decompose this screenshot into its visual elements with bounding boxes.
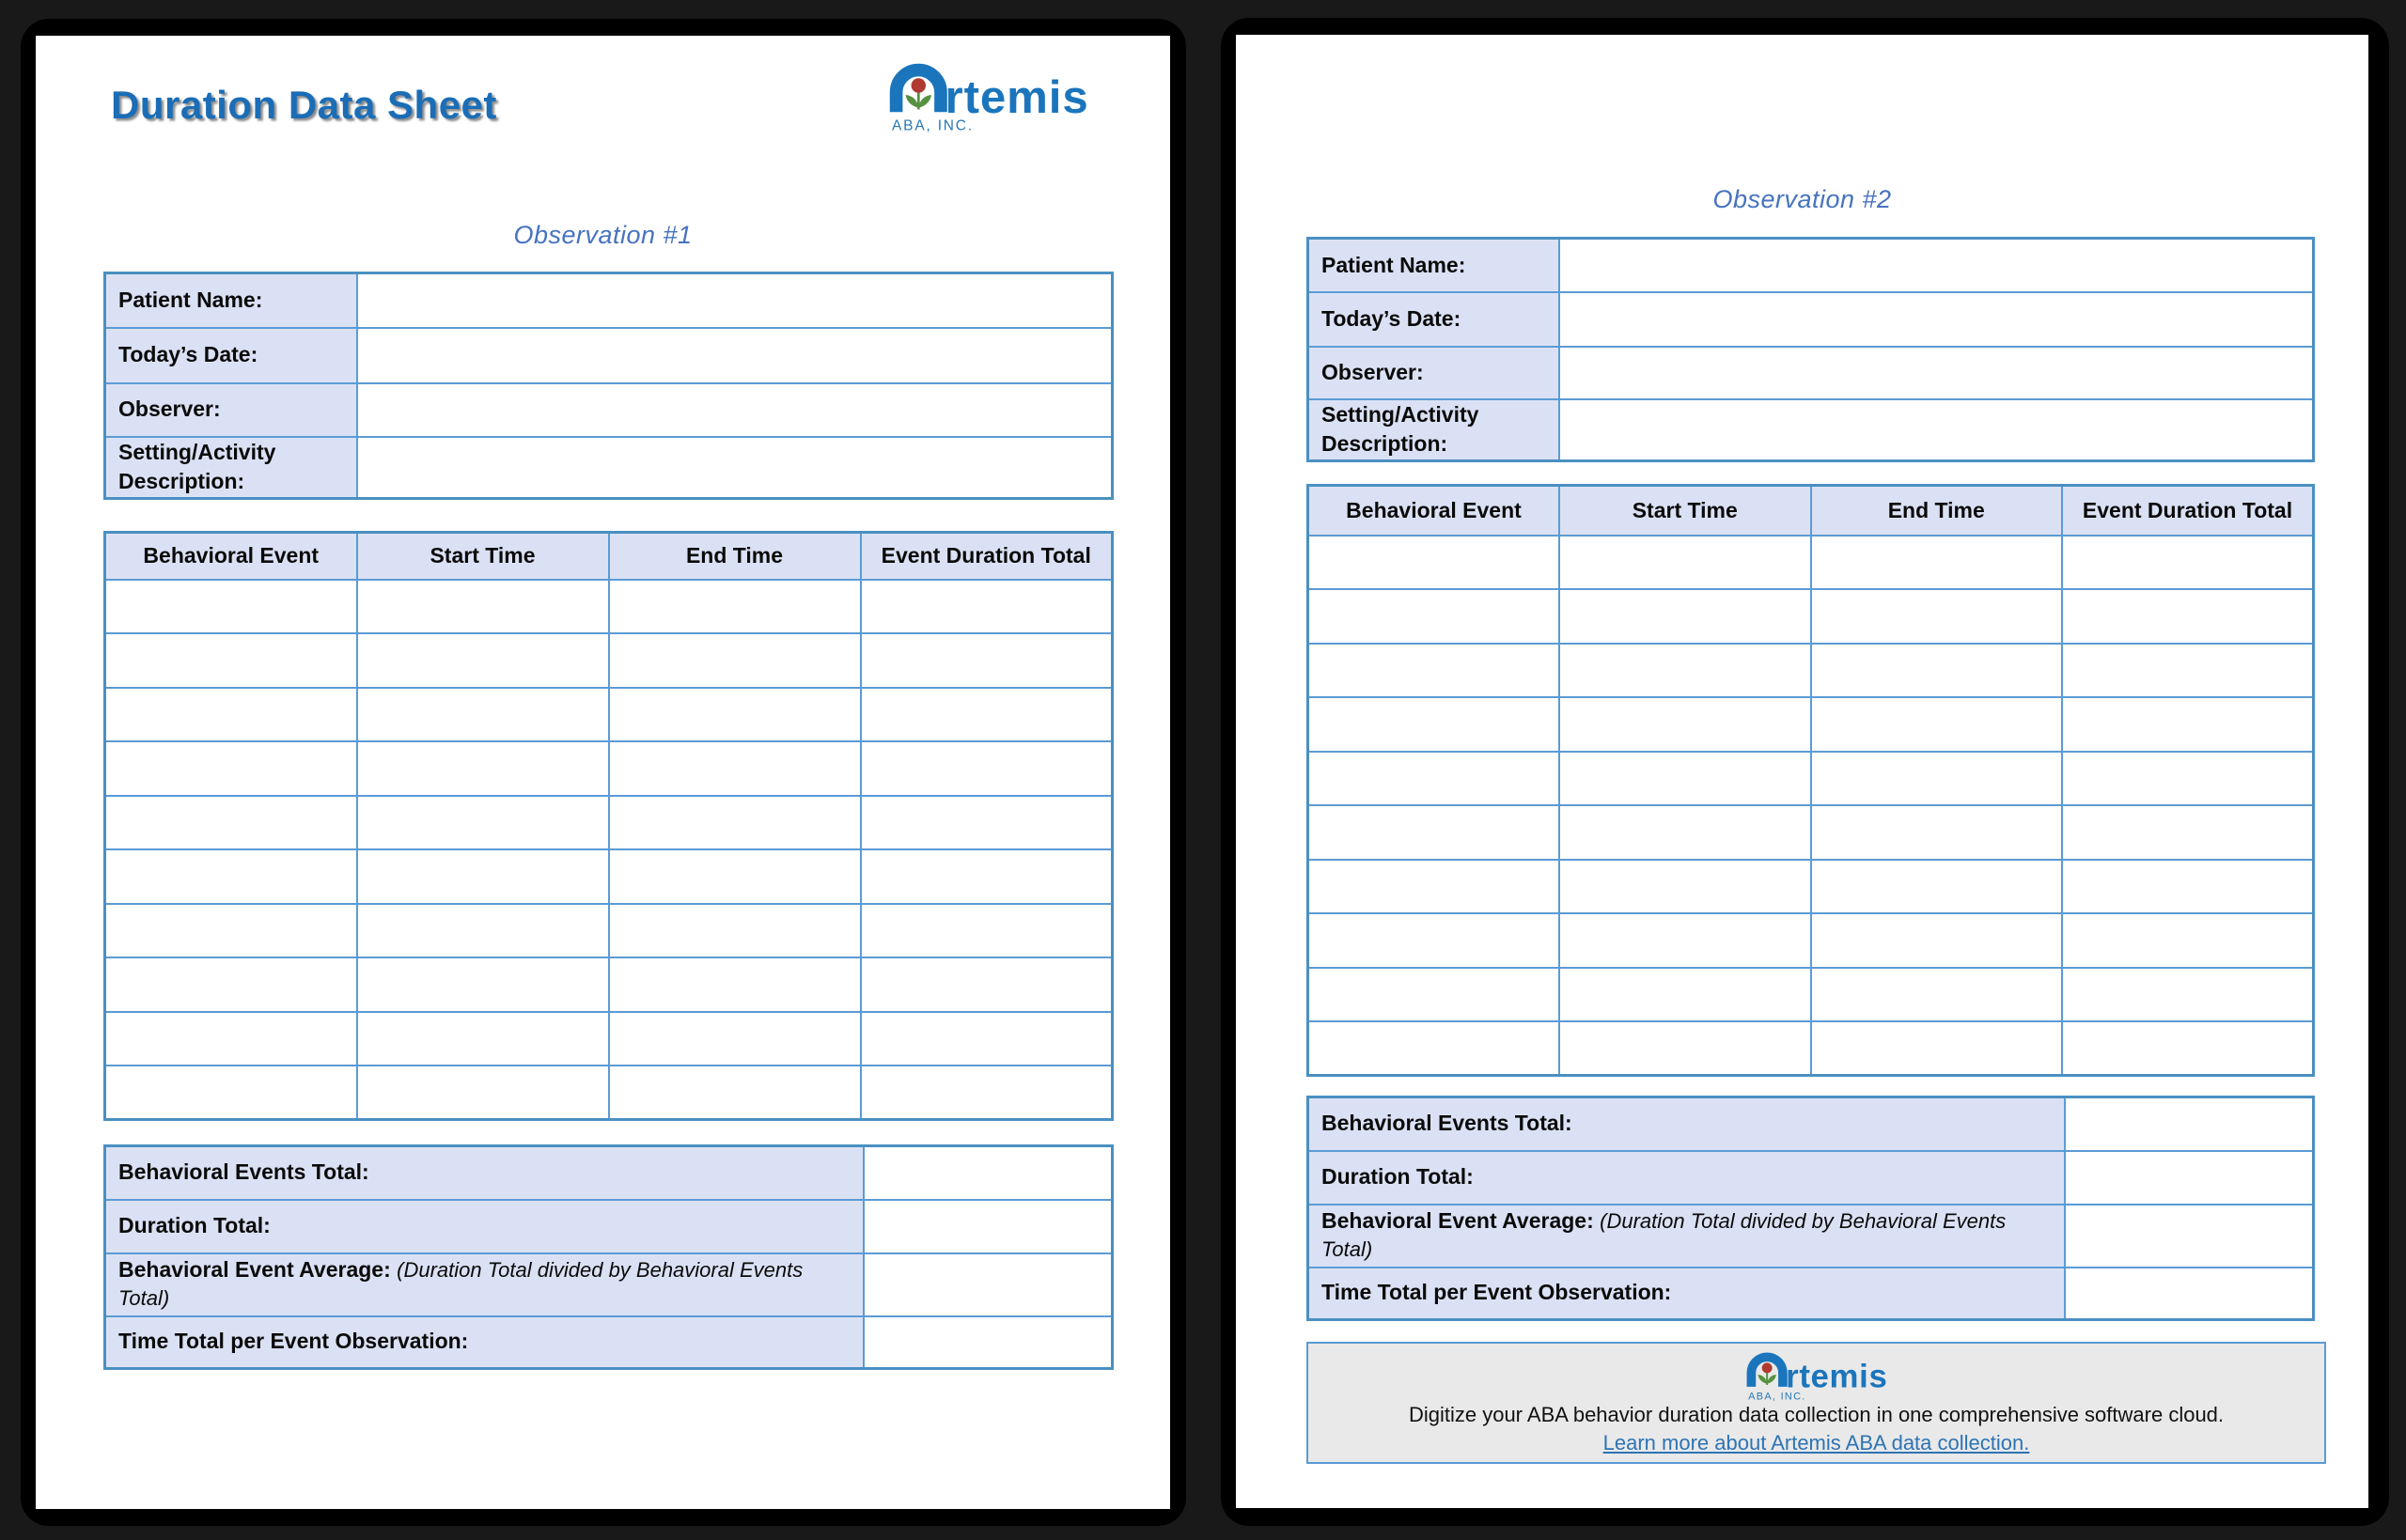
page-2 bbox=[1236, 35, 2368, 1508]
setting-description-field[interactable] bbox=[357, 437, 1113, 499]
event-row bbox=[1308, 644, 2314, 698]
event-table-header-row bbox=[105, 533, 1113, 580]
summary-label-text: Behavioral Event Average: bbox=[1321, 1208, 1594, 1234]
event-row bbox=[1308, 536, 2314, 590]
column-start-time: Start Time bbox=[357, 533, 609, 580]
event-cell[interactable] bbox=[609, 1066, 861, 1120]
event-cell[interactable] bbox=[2062, 913, 2314, 968]
event-cell[interactable] bbox=[861, 741, 1113, 796]
event-cell[interactable] bbox=[1308, 589, 1560, 644]
observer-label: Observer: bbox=[1308, 347, 1560, 399]
column-end-time: End Time bbox=[609, 533, 861, 580]
event-cell[interactable] bbox=[1308, 805, 1560, 860]
behavioral-event-average-label bbox=[1308, 1205, 2066, 1268]
observer-field[interactable] bbox=[1559, 347, 2314, 399]
event-cell[interactable] bbox=[609, 904, 861, 958]
event-row bbox=[1308, 589, 2314, 644]
event-cell[interactable] bbox=[105, 904, 357, 958]
observation-1-heading: Observation #1 bbox=[513, 221, 693, 249]
patient-name-field[interactable] bbox=[357, 273, 1113, 328]
event-cell[interactable] bbox=[609, 796, 861, 850]
behavioral-event-table-2 bbox=[1306, 484, 2315, 1077]
event-row bbox=[105, 957, 1113, 1012]
event-cell[interactable] bbox=[609, 741, 861, 796]
event-cell[interactable] bbox=[609, 580, 861, 634]
event-cell[interactable] bbox=[1811, 589, 2063, 644]
event-cell[interactable] bbox=[861, 633, 1113, 688]
setting-description-label: Setting/Activity Description: bbox=[105, 437, 357, 499]
observer-label: Observer: bbox=[105, 383, 357, 437]
event-cell[interactable] bbox=[1559, 589, 1811, 644]
behavioral-events-total-label bbox=[105, 1146, 864, 1200]
event-cell[interactable] bbox=[1308, 536, 1560, 590]
logo-leaf-right-icon bbox=[1767, 1375, 1776, 1384]
event-cell[interactable] bbox=[2062, 968, 2314, 1022]
event-cell[interactable] bbox=[1811, 644, 2063, 698]
setting-description-label: Setting/Activity Description: bbox=[1308, 399, 1560, 461]
event-row bbox=[105, 688, 1113, 742]
event-cell[interactable] bbox=[1559, 536, 1811, 590]
learn-more-link[interactable]: Learn more about Artemis ABA data collection. bbox=[1602, 1431, 2030, 1454]
event-cell[interactable] bbox=[609, 688, 861, 742]
duration-total-field[interactable] bbox=[864, 1200, 1113, 1253]
event-cell[interactable] bbox=[1308, 752, 1560, 806]
event-cell[interactable] bbox=[2062, 644, 2314, 698]
event-cell[interactable] bbox=[1308, 968, 1560, 1022]
event-cell[interactable] bbox=[1559, 860, 1811, 914]
event-cell[interactable] bbox=[1559, 913, 1811, 968]
column-event-duration-total: Event Duration Total bbox=[861, 533, 1113, 580]
event-row bbox=[105, 796, 1113, 850]
summary-label-text: Time Total per Event Observation: bbox=[118, 1329, 469, 1354]
event-cell[interactable] bbox=[357, 580, 609, 634]
patient-name-label: Patient Name: bbox=[105, 273, 357, 328]
behavioral-event-average-field[interactable] bbox=[2065, 1205, 2313, 1268]
summary-label-text: Behavioral Events Total: bbox=[1321, 1111, 1572, 1136]
column-event-duration-total: Event Duration Total bbox=[2062, 486, 2314, 536]
behavioral-event-average-label bbox=[105, 1253, 864, 1316]
artemis-logo bbox=[882, 56, 1096, 133]
todays-date-field[interactable] bbox=[1559, 292, 2314, 347]
event-cell[interactable] bbox=[1559, 752, 1811, 806]
logo-leaf-left-icon bbox=[1758, 1375, 1767, 1384]
summary-row bbox=[105, 1146, 1113, 1200]
info-row bbox=[105, 328, 1113, 383]
event-cell[interactable] bbox=[2062, 860, 2314, 914]
event-cell[interactable] bbox=[357, 741, 609, 796]
summary-row bbox=[1308, 1151, 2314, 1205]
event-row bbox=[1308, 913, 2314, 968]
summary-row bbox=[105, 1316, 1113, 1369]
observation-2-heading: Observation #2 bbox=[1712, 185, 1892, 213]
event-cell[interactable] bbox=[105, 1012, 357, 1066]
event-cell[interactable] bbox=[1308, 697, 1560, 752]
event-table-header-row bbox=[1308, 486, 2314, 536]
event-cell[interactable] bbox=[357, 633, 609, 688]
time-total-per-event-label bbox=[105, 1316, 864, 1369]
summary-row bbox=[105, 1253, 1113, 1316]
event-row bbox=[105, 849, 1113, 904]
setting-description-field[interactable] bbox=[1559, 399, 2314, 461]
summary-label-text: Duration Total: bbox=[118, 1213, 271, 1238]
event-cell[interactable] bbox=[1811, 536, 2063, 590]
page-1 bbox=[36, 36, 1170, 1509]
event-cell[interactable] bbox=[1811, 697, 2063, 752]
summary-row bbox=[1308, 1097, 2314, 1151]
event-row bbox=[105, 1012, 1113, 1066]
svg-text:ABA, INC.: ABA, INC. bbox=[1747, 1391, 1806, 1402]
column-end-time: End Time bbox=[1811, 486, 2063, 536]
event-cell[interactable] bbox=[1811, 968, 2063, 1022]
summary-label-note: (Duration Total divided by Behavioral Events Total) bbox=[118, 1258, 804, 1310]
event-cell[interactable] bbox=[1308, 860, 1560, 914]
event-cell[interactable] bbox=[1559, 968, 1811, 1022]
event-cell[interactable] bbox=[861, 1012, 1113, 1066]
summary-table-2 bbox=[1306, 1096, 2315, 1321]
todays-date-field[interactable] bbox=[357, 328, 1113, 383]
duration-total-label bbox=[105, 1200, 864, 1253]
summary-label-text: Duration Total: bbox=[1321, 1164, 1474, 1190]
info-row bbox=[105, 383, 1113, 437]
event-cell[interactable] bbox=[105, 796, 357, 850]
event-cell[interactable] bbox=[2062, 805, 2314, 860]
summary-row bbox=[1308, 1205, 2314, 1268]
event-cell[interactable] bbox=[861, 688, 1113, 742]
event-cell[interactable] bbox=[357, 849, 609, 904]
info-row bbox=[1308, 399, 2314, 461]
event-cell[interactable] bbox=[861, 1066, 1113, 1120]
event-cell[interactable] bbox=[357, 796, 609, 850]
event-cell[interactable] bbox=[2062, 536, 2314, 590]
info-row bbox=[1308, 292, 2314, 347]
logo-leaf-left-icon bbox=[906, 95, 919, 108]
promo-text: Digitize your ABA behavior duration data collection in one comprehensive software cloud. bbox=[1408, 1403, 2225, 1426]
event-cell[interactable] bbox=[1811, 752, 2063, 806]
event-cell[interactable] bbox=[1559, 644, 1811, 698]
event-row bbox=[105, 741, 1113, 796]
event-cell[interactable] bbox=[1308, 913, 1560, 968]
column-start-time: Start Time bbox=[1559, 486, 1811, 536]
time-total-per-event-field[interactable] bbox=[864, 1316, 1113, 1369]
event-cell[interactable] bbox=[105, 1066, 357, 1120]
event-cell[interactable] bbox=[2062, 752, 2314, 806]
behavioral-event-average-field[interactable] bbox=[864, 1253, 1113, 1316]
event-row bbox=[105, 633, 1113, 688]
summary-row bbox=[105, 1200, 1113, 1253]
event-cell[interactable] bbox=[1811, 913, 2063, 968]
event-row bbox=[1308, 1021, 2314, 1076]
event-row bbox=[1308, 697, 2314, 752]
event-cell[interactable] bbox=[105, 688, 357, 742]
patient-name-label: Patient Name: bbox=[1308, 239, 1560, 292]
behavioral-events-total-field[interactable] bbox=[864, 1146, 1113, 1200]
behavioral-event-table-1 bbox=[103, 531, 1114, 1121]
event-cell[interactable] bbox=[105, 957, 357, 1012]
observer-field[interactable] bbox=[357, 383, 1113, 437]
svg-text:ABA, INC.: ABA, INC. bbox=[892, 117, 974, 133]
svg-text:rtemis: rtemis bbox=[945, 71, 1089, 124]
event-cell[interactable] bbox=[609, 957, 861, 1012]
logo-leaf-right-icon bbox=[918, 95, 931, 108]
event-cell[interactable] bbox=[105, 741, 357, 796]
todays-date-label: Today’s Date: bbox=[1308, 292, 1560, 347]
summary-row bbox=[1308, 1268, 2314, 1320]
event-cell[interactable] bbox=[861, 957, 1113, 1012]
event-row bbox=[1308, 805, 2314, 860]
event-cell[interactable] bbox=[357, 904, 609, 958]
event-cell[interactable] bbox=[861, 796, 1113, 850]
duration-total-label bbox=[1308, 1151, 2066, 1205]
column-behavioral-event: Behavioral Event bbox=[105, 533, 357, 580]
info-row bbox=[105, 437, 1113, 499]
event-row bbox=[1308, 968, 2314, 1022]
event-cell[interactable] bbox=[609, 633, 861, 688]
event-cell[interactable] bbox=[609, 1012, 861, 1066]
event-row bbox=[1308, 752, 2314, 806]
event-row bbox=[1308, 860, 2314, 914]
event-cell[interactable] bbox=[2062, 589, 2314, 644]
summary-label-text: Behavioral Events Total: bbox=[118, 1159, 369, 1185]
event-cell[interactable] bbox=[105, 633, 357, 688]
document-title: Duration Data Sheet bbox=[111, 83, 497, 127]
event-cell[interactable] bbox=[861, 904, 1113, 958]
event-cell[interactable] bbox=[861, 580, 1113, 634]
svg-text:rtemis: rtemis bbox=[1785, 1358, 1887, 1395]
time-total-per-event-label bbox=[1308, 1268, 2066, 1320]
event-cell[interactable] bbox=[2062, 1021, 2314, 1076]
event-row bbox=[105, 1066, 1113, 1120]
info-row bbox=[1308, 239, 2314, 292]
summary-label-text: Behavioral Event Average: bbox=[118, 1257, 391, 1283]
event-cell[interactable] bbox=[357, 957, 609, 1012]
event-cell[interactable] bbox=[1308, 1021, 1560, 1076]
info-row bbox=[105, 273, 1113, 328]
event-cell[interactable] bbox=[357, 1066, 609, 1120]
patient-info-table-1 bbox=[103, 272, 1114, 500]
duration-total-field[interactable] bbox=[2065, 1151, 2313, 1205]
event-cell[interactable] bbox=[1559, 805, 1811, 860]
info-row bbox=[1308, 347, 2314, 399]
event-row bbox=[105, 904, 1113, 958]
column-behavioral-event: Behavioral Event bbox=[1308, 486, 1560, 536]
event-cell[interactable] bbox=[1811, 1021, 2063, 1076]
time-total-per-event-field[interactable] bbox=[2065, 1268, 2313, 1320]
summary-label-text: Time Total per Event Observation: bbox=[1321, 1280, 1672, 1305]
summary-label-note: (Duration Total divided by Behavioral Events Total) bbox=[1321, 1209, 2007, 1261]
event-cell[interactable] bbox=[1811, 805, 2063, 860]
patient-name-field[interactable] bbox=[1559, 239, 2314, 292]
event-cell[interactable] bbox=[2062, 697, 2314, 752]
logo-flower-icon bbox=[1761, 1362, 1772, 1373]
event-cell[interactable] bbox=[1811, 860, 2063, 914]
event-cell[interactable] bbox=[357, 688, 609, 742]
event-cell[interactable] bbox=[1559, 697, 1811, 752]
summary-table-1 bbox=[103, 1144, 1114, 1370]
promo-footer bbox=[1306, 1342, 2326, 1464]
patient-info-table-2 bbox=[1306, 237, 2315, 462]
event-cell[interactable] bbox=[105, 849, 357, 904]
event-cell[interactable] bbox=[1308, 644, 1560, 698]
behavioral-events-total-label bbox=[1308, 1097, 2066, 1151]
event-cell[interactable] bbox=[1559, 1021, 1811, 1076]
todays-date-label: Today’s Date: bbox=[105, 328, 357, 383]
event-cell[interactable] bbox=[861, 849, 1113, 904]
event-cell[interactable] bbox=[105, 580, 357, 634]
event-cell[interactable] bbox=[357, 1012, 609, 1066]
event-row bbox=[105, 580, 1113, 634]
event-cell[interactable] bbox=[609, 849, 861, 904]
logo-flower-icon bbox=[912, 78, 926, 92]
behavioral-events-total-field[interactable] bbox=[2065, 1097, 2313, 1151]
artemis-logo-footer bbox=[1741, 1347, 1893, 1402]
